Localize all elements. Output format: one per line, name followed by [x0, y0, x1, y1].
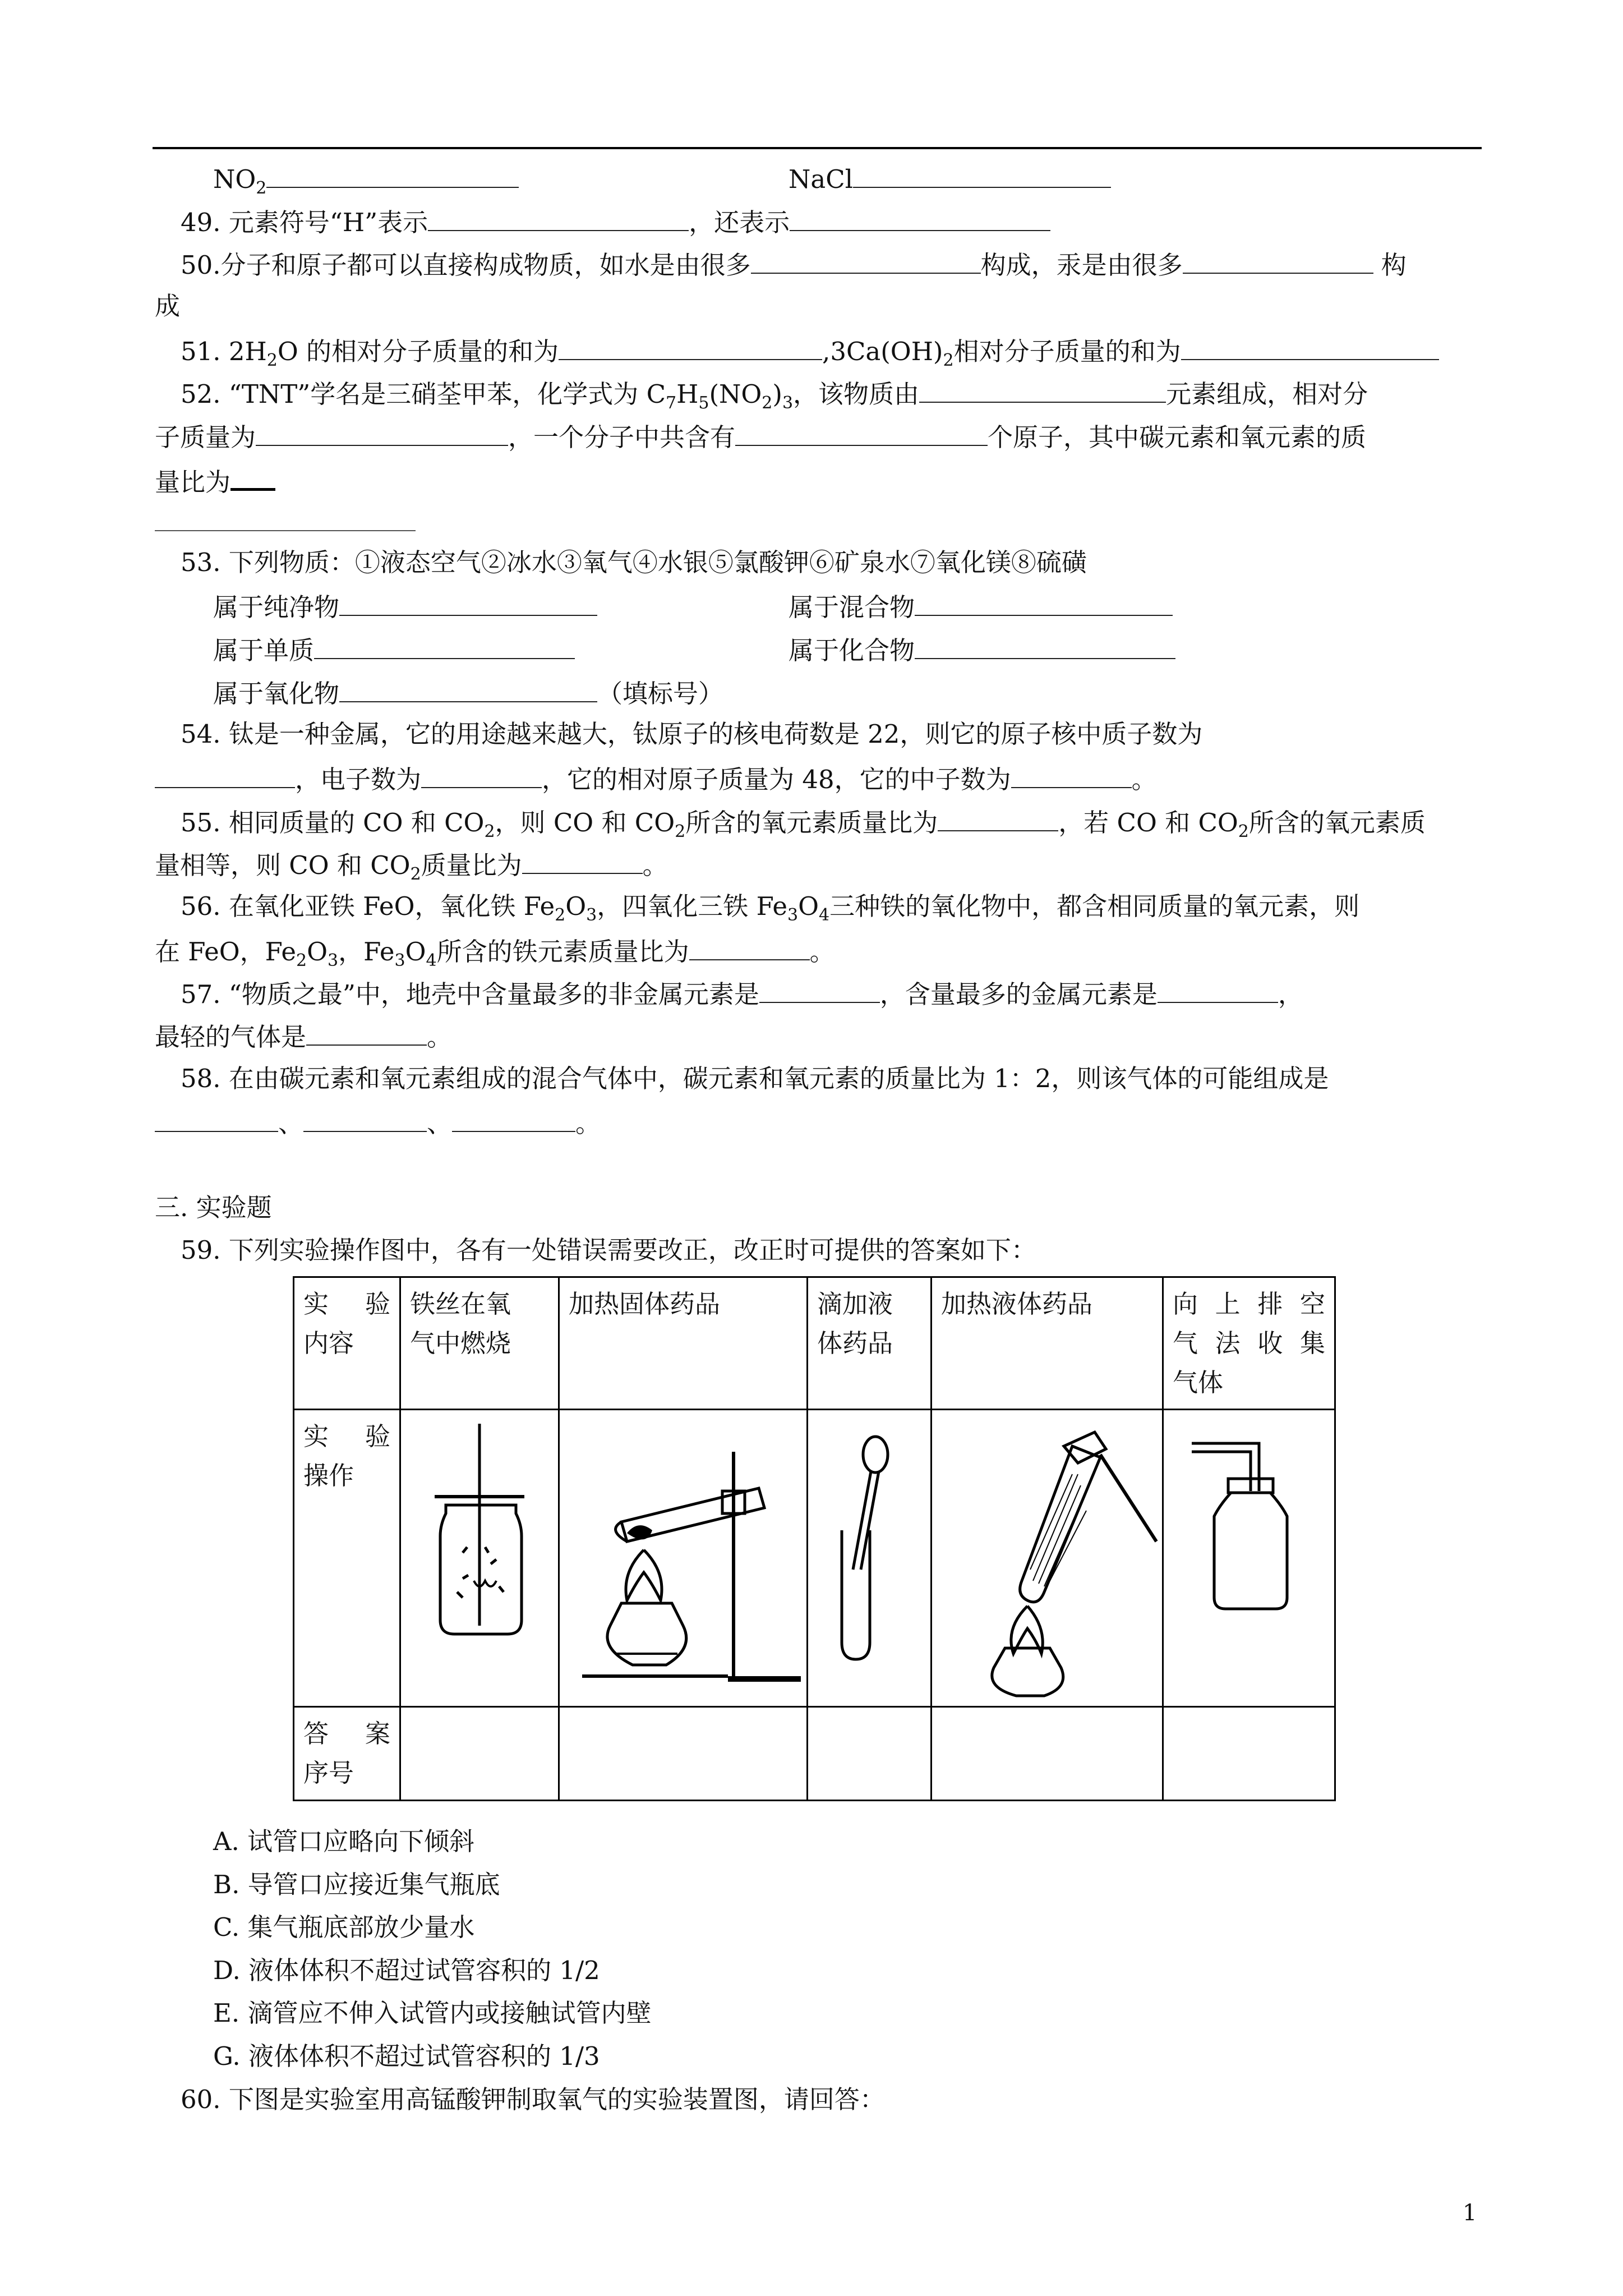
- header-collect-gas: 向上排空 气法收集 气体: [1163, 1277, 1335, 1410]
- option-c: C. 集气瓶底部放少量水: [213, 1912, 475, 1942]
- question-56-cont: 在 FeO，$Fe_2O_3$，$Fe_3O_4$所含的铁元素质量比为 。: [155, 937, 835, 970]
- answer-blank[interactable]: [915, 592, 1173, 616]
- header-heat-liquid: 加热液体药品: [932, 1277, 1163, 1410]
- option-g: G. 液体体积不超过试管容积的 1/3: [213, 2041, 600, 2071]
- answer-blank[interactable]: [689, 937, 810, 960]
- answer-blank[interactable]: [919, 379, 1166, 403]
- question-54: 54. 钛是一种金属，它的用途越来越大，钛原子的核电荷数是 22，则它的原子核中质子数为: [181, 719, 1203, 749]
- answer-blank[interactable]: [1011, 765, 1132, 788]
- option-e: E. 滴管应不伸入试管内或接触试管内壁: [213, 1998, 652, 2028]
- header-heat-solid: 加热固体药品: [559, 1277, 808, 1410]
- question-59: 59. 下列实验操作图中，各有一处错误需要改正，改正时可提供的答案如下：: [181, 1235, 1036, 1265]
- header-rule: [153, 147, 1482, 149]
- question-52-cont2: 量比为: [155, 466, 275, 495]
- image-dropper-liquid: [808, 1410, 932, 1707]
- answer-blank[interactable]: [303, 1108, 427, 1132]
- q53-mixture: 属于混合物: [789, 592, 1173, 620]
- answer-blank[interactable]: [421, 765, 542, 788]
- question-57-cont: 最轻的气体是 。: [155, 1022, 453, 1052]
- answer-blank[interactable]: [1183, 250, 1373, 274]
- question-52: 52. “TNT”学名是三硝荃甲苯，化学式为 $C_7H_5(NO_2)_3$，该物质由 元素组成，相对分: [181, 379, 1368, 413]
- answer-blank[interactable]: [1158, 979, 1278, 1003]
- table-row: [294, 1707, 1335, 1801]
- question-49: 49. 元素符号“H”表示 ，还表示: [181, 208, 1050, 235]
- question-52-cont3: [155, 508, 416, 535]
- answer-blank[interactable]: [155, 765, 295, 788]
- question-58: 58. 在由碳元素和氧元素组成的混合气体中，碳元素和氧元素的质量比为 1：2，则该气体的可能组成是: [181, 1064, 1329, 1093]
- answer-blank[interactable]: [735, 422, 988, 446]
- answer-cell-1[interactable]: [400, 1707, 559, 1801]
- question-55-cont: 量相等，则 CO 和 $CO_2$质量比为 。: [155, 850, 668, 884]
- option-b: B. 导管口应接近集气瓶底: [213, 1870, 500, 1899]
- answer-blank[interactable]: [559, 337, 822, 360]
- question-55: 55. 相同质量的 CO 和 $CO_2$，则 CO 和 $CO_2$所含的氧元素质量比为 ，若 CO 和 $CO_2$所含的氧元素质: [181, 808, 1426, 841]
- answer-blank[interactable]: [256, 422, 508, 446]
- q53-oxide: 属于氧化物 （填标号）: [213, 679, 724, 708]
- option-d: D. 液体体积不超过试管容积的 1/2: [213, 1955, 600, 1985]
- answer-blank[interactable]: [266, 164, 519, 188]
- answer-blank[interactable]: [790, 208, 1050, 231]
- experiment-table: [293, 1276, 1336, 1801]
- answer-blank[interactable]: [155, 1108, 278, 1132]
- answer-blank[interactable]: [452, 1108, 575, 1132]
- q48-nacl: NaCl: [789, 164, 1111, 192]
- question-51: 51. $2H_2O$ 的相对分子质量的和为 $,3Ca(OH)_2$相对分子质量的和为: [181, 337, 1439, 364]
- answer-blank[interactable]: [938, 808, 1058, 831]
- answer-blank[interactable]: [230, 466, 275, 491]
- q53-pure: 属于纯净物: [213, 592, 597, 620]
- question-53: 53. 下列物质：①液态空气②冰水③氧气④水银⑤氯酸钾⑥矿泉水⑦氧化镁⑧硫磺: [181, 547, 1087, 577]
- header-add-liquid: 滴加液 体药品: [808, 1277, 932, 1410]
- table-row: [294, 1277, 1335, 1410]
- row-header-answer: 答 案 序号: [294, 1707, 400, 1801]
- question-57: 57. “物质之最”中，地壳中含量最多的非金属元素是 ，含量最多的金属元素是 ，: [181, 979, 1303, 1009]
- answer-blank[interactable]: [751, 250, 981, 274]
- image-heating-liquid: [932, 1410, 1163, 1707]
- header-iron-wire: 铁丝在氧 气中燃烧: [400, 1277, 559, 1410]
- answer-blank[interactable]: [1181, 337, 1439, 360]
- question-56: 56. 在氧化亚铁 FeO，氧化铁 $Fe_2O_3$，四氧化三铁 $Fe_3O_4$三种铁的氧化物中，都含相同质量的氧元素，则: [181, 891, 1360, 925]
- q53-element: 属于单质: [213, 636, 575, 663]
- question-58-cont: 、 、 。: [155, 1108, 601, 1136]
- image-collect-gas: [1163, 1410, 1335, 1707]
- answer-blank[interactable]: [155, 508, 416, 531]
- question-52-cont: 子质量为 ，一个分子中共含有 个原子，其中碳元素和氧元素的质: [155, 422, 1367, 452]
- page-number: 1: [1463, 2200, 1477, 2226]
- answer-cell-3[interactable]: [808, 1707, 932, 1801]
- answer-cell-5[interactable]: [1163, 1707, 1335, 1801]
- answer-cell-4[interactable]: [932, 1707, 1163, 1801]
- answer-blank[interactable]: [314, 636, 575, 659]
- answer-blank[interactable]: [339, 679, 597, 702]
- answer-blank[interactable]: [522, 850, 643, 874]
- row-header-operation: 实 验 操作: [294, 1410, 400, 1707]
- question-50: 50.分子和原子都可以直接构成物质，如水是由很多 构成，汞是由很多 构: [181, 250, 1407, 280]
- q53-compound: 属于化合物: [789, 636, 1175, 663]
- q48-no2: $NO_2$: [213, 164, 519, 192]
- image-heating-solid: [559, 1410, 808, 1707]
- answer-blank[interactable]: [428, 208, 689, 231]
- table-row: [294, 1410, 1335, 1707]
- question-50-cont: 成: [155, 291, 181, 321]
- question-54-cont: ，电子数为 ，它的相对原子质量为 48，它的中子数为 。: [155, 765, 1157, 792]
- answer-blank[interactable]: [759, 979, 880, 1003]
- option-a: A. 试管口应略向下倾斜: [213, 1826, 475, 1856]
- section-title-experiments: 三. 实验题: [155, 1193, 272, 1222]
- answer-blank[interactable]: [306, 1022, 427, 1046]
- answer-blank[interactable]: [915, 636, 1175, 659]
- question-60: 60. 下图是实验室用高锰酸钾制取氧气的实验装置图，请回答：: [181, 2085, 885, 2114]
- image-iron-wire-burning: [400, 1410, 559, 1707]
- answer-blank[interactable]: [853, 164, 1111, 188]
- answer-blank[interactable]: [339, 592, 597, 616]
- row-header-content: 实 验 内容: [294, 1277, 400, 1410]
- answer-cell-2[interactable]: [559, 1707, 808, 1801]
